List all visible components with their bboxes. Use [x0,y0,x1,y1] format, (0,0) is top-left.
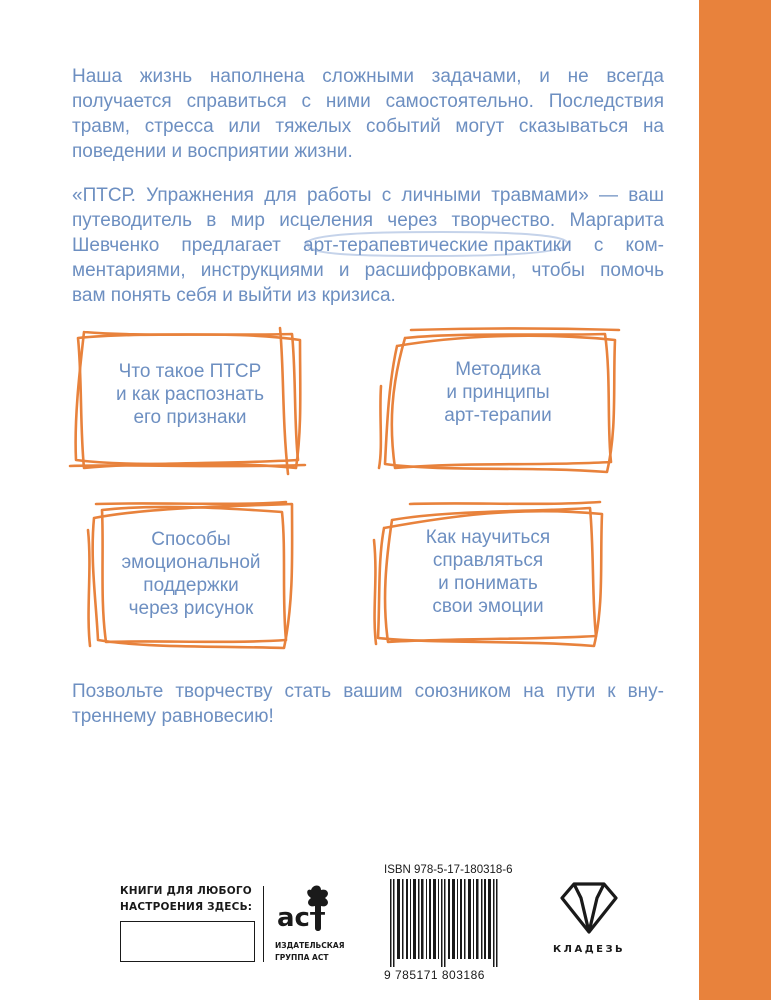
feature-frame-1 [70,328,310,474]
feature-frame-3 [86,500,296,650]
intro-line: Наша жизнь наполнена сложными задачами, и не всегда [72,66,664,87]
closing-paragraph [72,679,664,729]
feature-line: свои эмоции [432,596,544,617]
isbn-text: ISBN 978-5-17-180318-6 [384,864,513,876]
feature-text [375,358,621,427]
highlighted-phrase [303,233,572,258]
feature-line: и принципы [446,382,550,403]
intro-paragraph [72,64,664,164]
feature-line: эмоциональной [121,552,261,573]
publisher-caption: ГРУППА АСТ [275,953,329,962]
feature-text [86,528,296,620]
intro-line: поведении и восприятии жизни. [72,141,353,162]
about-line: ментариями, инструкциями и расшифровками, чтобы помочь [72,260,664,281]
feature-line: через рисунок [128,598,254,619]
orange-side-stripe [699,0,771,1000]
intro-line: получается справиться с ними самостоятельно. Последствия [72,91,664,112]
feature-text [70,360,310,429]
barcode-icon [384,879,506,967]
publisher-caption: ИЗДАТЕЛЬСКАЯ [275,941,345,950]
intro-line: травм, стресса или тяжелых событий могут сказываться на [72,116,664,137]
ast-logo-text: аст [277,903,326,933]
feature-frame-2 [375,326,621,476]
about-line-with-highlight [72,233,664,258]
ast-logo-icon [275,884,335,934]
feature-text [370,526,606,618]
about-line: путеводитель в мир исцеления через творчество. Маргарита [72,210,664,231]
footer-divider [263,886,264,962]
about-text: с ком- [593,235,664,256]
stamp-box [120,921,255,962]
imprint-name: КЛАДЕЗЬ [553,944,626,955]
feature-frame-4 [370,500,606,648]
feature-line: Что такое ПТСР [118,361,262,382]
about-line: «ПТСР. Упражнения для работы с личными травмами» — ваш [72,185,664,206]
publisher-logo [275,884,345,963]
feature-line: арт-терапии [444,405,552,426]
feature-line: Способы [151,529,231,550]
bookstore-stamp [120,883,255,962]
stamp-label: НАСТРОЕНИЯ ЗДЕСЬ: [120,901,253,913]
feature-line: Методика [455,359,541,380]
about-line: вам понять себя и выйти из кризиса. [72,285,396,306]
feature-line: поддержки [143,575,239,596]
imprint-logo [553,880,625,955]
highlighted-text: арт-терапевтические практики [303,235,572,256]
stamp-label: КНИГИ ДЛЯ ЛЮБОГО [120,885,252,897]
feature-line: и как распознать [115,384,264,405]
about-text: Шевченко предлагает [72,235,281,256]
about-paragraph [72,183,664,308]
kladez-logo-icon [558,880,620,936]
feature-line: и понимать [438,573,538,594]
feature-line: справляться [432,550,544,571]
feature-line: Как научиться [425,527,551,548]
closing-line: треннему равновесию! [72,706,274,727]
barcode-block [384,864,513,982]
feature-line: его признаки [133,407,247,428]
closing-line: Позвольте творчеству стать вашим союзником на пути к вну- [72,681,664,702]
barcode-digits: 9 785171 803186 [384,968,485,982]
